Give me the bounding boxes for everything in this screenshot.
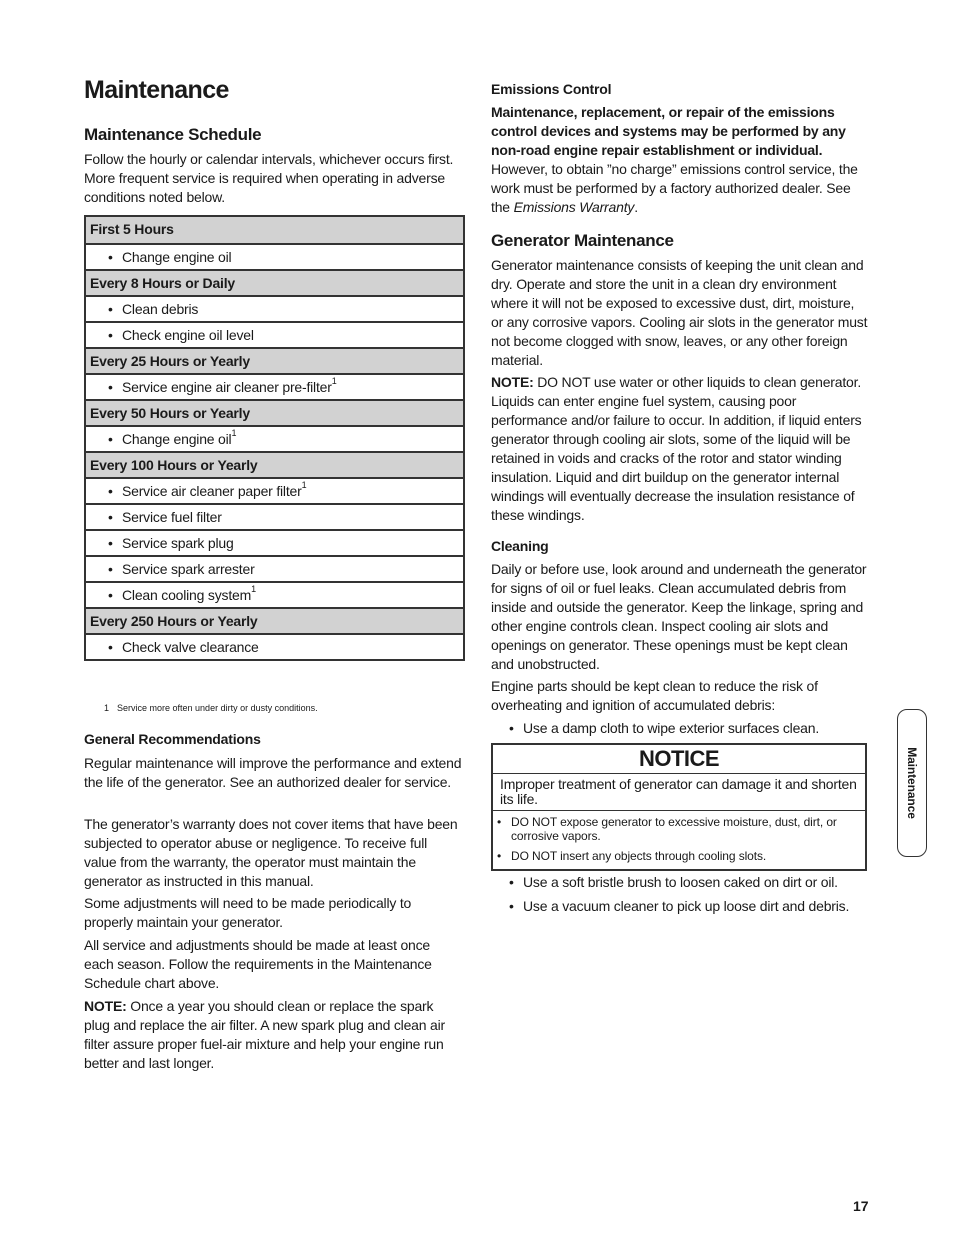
schedule-task (86, 295, 463, 321)
schedule-row-text: Clean debris (122, 301, 199, 317)
general-paragraph-2: The generator’s warranty does not cover items that have been subjected to operator abuse or negligence. To receive full value from the warranty, the operator must maintain the generator as instructed in this manual. (84, 816, 458, 889)
footnote-ref: 1 (251, 584, 256, 594)
schedule-task (86, 581, 463, 607)
schedule-row-text: Change engine oil (122, 249, 232, 265)
general-recommendations-heading: General Recommendations (84, 731, 261, 747)
general-paragraph-3: Some adjustments will need to be made periodically to properly maintain your generator. (84, 895, 412, 930)
bullet-icon: • (108, 249, 113, 265)
schedule-interval-header (86, 269, 463, 295)
notice-title: NOTICE (493, 745, 865, 774)
notice-list (493, 811, 865, 869)
cleaning-paragraph-2: Engine parts should be kept clean to reduce the risk of overheating and ignition of accumulated debris: (491, 678, 818, 713)
generator-note (491, 373, 869, 525)
general-note (84, 997, 462, 1073)
schedule-row-text: Every 50 Hours or Yearly (90, 405, 250, 421)
schedule-heading: Maintenance Schedule (84, 125, 262, 144)
schedule-row-text: Every 100 Hours or Yearly (90, 457, 258, 473)
bullet-icon: • (108, 535, 113, 551)
cleaning-bullet-3-text: Use a vacuum cleaner to pick up loose dirt and debris. (523, 898, 850, 914)
cleaning-bullet-2-text: Use a soft bristle brush to loosen caked on dirt or oil. (523, 874, 838, 890)
footnote-text: Service more often under dirty or dusty conditions. (117, 703, 318, 713)
bullet-icon: • (108, 431, 113, 447)
schedule-interval-header (86, 347, 463, 373)
cleaning-paragraph-1: Daily or before use, look around and underneath the generator for signs of oil or fuel leaks. Clean accumulated debris from inside and outside the generator. Keep the linkage, spring and other engine controls clean. Inspect cooling air slots and openings on generator. These openings must be kept clean and unobstructed. (491, 561, 867, 672)
notice-box (491, 743, 867, 871)
schedule-task (86, 633, 463, 659)
emissions-warranty-ref: Emissions Warranty (513, 199, 635, 215)
cleaning-bullet-1: • Use a damp cloth to wipe exterior surfaces clean. (509, 720, 820, 736)
cleaning-bullet-2: • Use a soft bristle brush to loosen caked on dirt or oil. (509, 874, 838, 890)
schedule-task (86, 243, 463, 269)
schedule-row-text: Service spark plug (122, 535, 234, 551)
schedule-row-text: Service air cleaner paper filter (122, 483, 302, 499)
schedule-task (86, 477, 463, 503)
footnote-ref: 1 (331, 376, 337, 386)
schedule-row-text: Every 25 Hours or Yearly (90, 353, 250, 369)
bullet-icon: • (108, 587, 113, 603)
bullet-icon: • (108, 639, 113, 655)
schedule-row-text: Service fuel filter (122, 509, 222, 525)
schedule-task (86, 321, 463, 347)
schedule-row-text: Clean cooling system (122, 587, 252, 603)
schedule-task (86, 373, 463, 399)
schedule-row-text: First 5 Hours (90, 221, 174, 237)
bullet-icon: • (108, 301, 113, 317)
schedule-intro: Follow the hourly or calendar intervals, whichever occurs first. More frequent service is required when operating in adverse conditions noted below. (84, 151, 454, 205)
bullet-icon: • (108, 483, 113, 499)
generator-note-label: NOTE: (491, 374, 534, 390)
emissions-heading: Emissions Control (491, 81, 612, 97)
footnote-mark: 1 (104, 703, 110, 713)
bullet-icon: • (108, 561, 113, 577)
footnote-ref: 1 (301, 480, 307, 490)
general-paragraph-1: Regular maintenance will improve the performance and extend the life of the generator. See an authorized dealer for service. (84, 755, 462, 790)
emissions-end: . (634, 199, 638, 215)
page-number: 17 (853, 1198, 869, 1214)
schedule-row-text: Every 8 Hours or Daily (90, 275, 235, 291)
emissions-text: However, to obtain ”no charge” emissions control service, the work must be performed by a factory authorized dealer. See the (491, 161, 858, 215)
generator-note-text: DO NOT use water or other liquids to clean generator. Liquids can enter engine fuel system, causing poor performance and/or failure to occur. In addition, if liquid enters generator through cooling air slots, some of the liquid will be retained in voids and cracks of the rotor and stator winding insulation. Liquid and dirt buildup on the generator internal windings will eventually decrease the insulation resistance of these windings. (491, 374, 862, 523)
cleaning-bullet-3: • Use a vacuum cleaner to pick up loose dirt and debris. (509, 898, 850, 914)
section-side-tab[interactable] (897, 709, 927, 857)
schedule-task (86, 529, 463, 555)
cleaning-bullet-1-text: Use a damp cloth to wipe exterior surfaces clean. (523, 720, 820, 736)
general-paragraph-4: All service and adjustments should be made at least once each season. Follow the requirements in the Maintenance Schedule chart above. (84, 937, 432, 991)
maintenance-schedule-table (84, 215, 465, 661)
side-tab-label: Maintenance (905, 747, 919, 819)
footnote-ref: 1 (231, 428, 237, 438)
notice-item: • DO NOT insert any objects through cooling slots. (497, 849, 859, 863)
schedule-row-text: Service engine air cleaner pre-filter (122, 379, 332, 395)
note-text: Once a year you should clean or replace the spark plug and replace the air filter. A new spark plug and clean air filter assure proper fuel-air mixture and help your engine run better and last longer. (84, 998, 445, 1071)
schedule-task (86, 503, 463, 529)
bullet-icon: • (108, 509, 113, 525)
schedule-footnote (104, 703, 318, 713)
generator-maintenance-heading: Generator Maintenance (491, 231, 674, 250)
bullet-icon: • (108, 379, 113, 395)
schedule-task (86, 425, 463, 451)
page-title: Maintenance (84, 76, 229, 104)
schedule-row-text: Check engine oil level (122, 327, 254, 343)
emissions-paragraph (491, 103, 869, 217)
schedule-row-text: Every 250 Hours or Yearly (90, 613, 258, 629)
note-label: NOTE: (84, 998, 127, 1014)
notice-item: • DO NOT expose generator to excessive moisture, dust, dirt, or corrosive vapors. (497, 815, 859, 843)
generator-paragraph-1: Generator maintenance consists of keeping the unit clean and dry. Operate and store the unit in a clean dry environment where it will not be exposed to excessive dust, dirt, moisture, or any corrosive vapors. Cooling air slots in the generator must not become clogged with snow, leaves, or any other foreign material. (491, 257, 868, 368)
schedule-interval-header (86, 399, 463, 425)
schedule-row-text: Check valve clearance (122, 639, 259, 655)
cleaning-heading: Cleaning (491, 538, 549, 554)
schedule-interval-header (86, 217, 463, 243)
bullet-icon: • (108, 327, 113, 343)
schedule-interval-header (86, 451, 463, 477)
schedule-task (86, 555, 463, 581)
emissions-bold-text: Maintenance, replacement, or repair of the emissions control devices and systems may be performed by any non-road engine repair establishment or individual. (491, 104, 846, 158)
schedule-row-text: Change engine oil (122, 431, 232, 447)
schedule-interval-header (86, 607, 463, 633)
notice-body: Improper treatment of generator can damage it and shorten its life. (493, 774, 865, 811)
schedule-row-text: Service spark arrester (122, 561, 255, 577)
